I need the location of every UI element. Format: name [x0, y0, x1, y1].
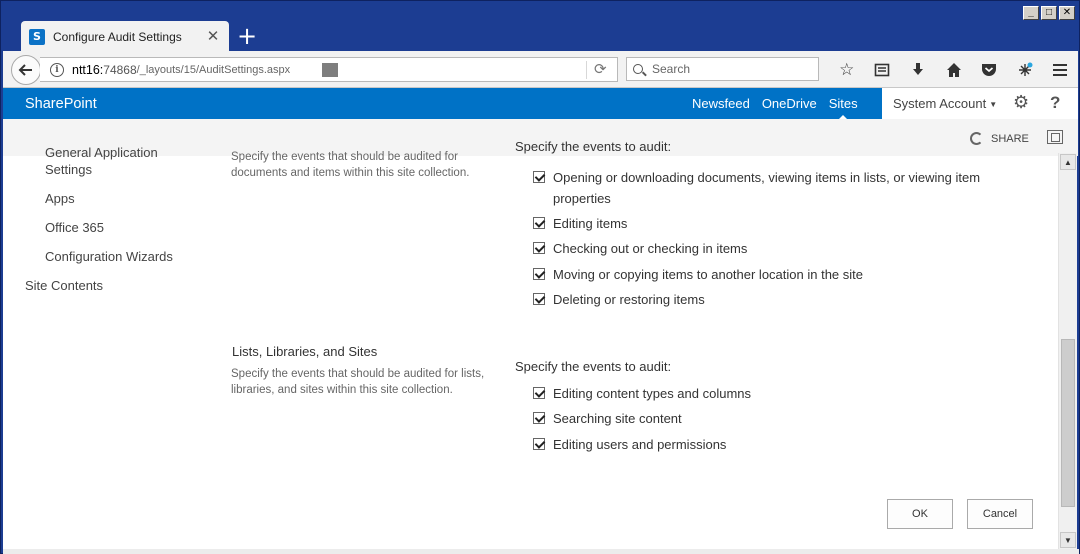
navigation-toolbar	[3, 51, 1078, 88]
scrollbar-thumb[interactable]	[1061, 339, 1075, 507]
checkbox[interactable]	[533, 268, 545, 280]
event-label: Editing users and permissions	[553, 437, 727, 452]
back-button[interactable]	[11, 55, 41, 85]
event-editing-users-permissions[interactable]	[533, 434, 993, 455]
share-button[interactable]	[970, 132, 1029, 145]
focus-mode-icon[interactable]	[1047, 130, 1063, 144]
search-placeholder: Search	[652, 62, 691, 76]
help-icon[interactable]: ?	[1050, 93, 1061, 112]
search-input[interactable]	[626, 57, 819, 81]
event-label: Opening or downloading documents, viewing items in lists, or viewing item properties	[553, 170, 981, 206]
address-bar[interactable]	[40, 57, 618, 82]
event-label: Checking out or checking in items	[553, 241, 748, 256]
checkbox[interactable]	[533, 438, 545, 450]
gear-icon[interactable]: ⚙	[1013, 92, 1030, 113]
event-label: Searching site content	[553, 411, 682, 426]
new-tab-button[interactable]: +	[237, 22, 258, 50]
checkbox[interactable]	[533, 387, 545, 399]
checkbox[interactable]	[533, 242, 545, 254]
ok-button[interactable]: OK	[887, 499, 953, 529]
download-icon[interactable]	[900, 56, 936, 84]
search-icon	[633, 64, 643, 74]
sharepoint-brand[interactable]: SharePoint	[25, 96, 97, 112]
pocket-icon[interactable]	[971, 56, 1007, 84]
suite-link-sites[interactable]: Sites	[828, 96, 858, 111]
nav-item-office-365[interactable]: Office 365	[45, 220, 105, 235]
account-menu[interactable]: System Account	[893, 96, 987, 111]
cancel-button[interactable]: Cancel	[967, 499, 1033, 529]
event-opening-downloading[interactable]	[533, 167, 993, 209]
lists-events-label: Specify the events to audit:	[515, 359, 672, 374]
event-label: Editing content types and columns	[553, 386, 752, 401]
nav-item-configuration-wizards[interactable]: Configuration Wizards	[45, 249, 173, 264]
share-icon	[970, 132, 983, 145]
reading-list-icon[interactable]	[865, 56, 901, 84]
browser-tab[interactable]	[21, 21, 229, 52]
event-label: Moving or copying items to another location in the site	[553, 267, 864, 282]
window-close-button[interactable]: ✕	[1059, 6, 1075, 20]
event-deleting-restoring[interactable]	[533, 289, 993, 310]
tab-title: Configure Audit Settings	[53, 29, 182, 44]
nav-item-site-contents[interactable]: Site Contents	[25, 278, 104, 293]
checkbox[interactable]	[533, 217, 545, 229]
url-host: ntt16:	[72, 62, 104, 77]
reload-icon[interactable]: ⟳	[594, 61, 607, 78]
documents-group-description: Specify the events that should be audited for documents and items within this site collection.	[231, 151, 470, 179]
scroll-up-icon[interactable]: ▲	[1060, 154, 1076, 170]
account-area	[882, 88, 1078, 119]
chevron-down-icon[interactable]: ▼	[989, 99, 998, 109]
extension-icon[interactable]	[1007, 56, 1043, 84]
documents-events-label: Specify the events to audit:	[515, 139, 672, 154]
address-divider	[586, 61, 587, 79]
url-path: /_layouts/15/AuditSettings.aspx	[136, 63, 291, 76]
checkbox[interactable]	[533, 171, 545, 183]
nav-item-general-application-settings-line2[interactable]: Settings	[45, 162, 92, 177]
vertical-scrollbar[interactable]	[1058, 153, 1077, 549]
bookmark-star-icon[interactable]: ☆	[839, 60, 855, 80]
event-label: Deleting or restoring items	[553, 292, 705, 307]
window-maximize-button[interactable]: □	[1041, 6, 1057, 20]
event-checking-out[interactable]	[533, 238, 993, 259]
home-icon[interactable]	[936, 56, 972, 84]
suite-bar	[3, 88, 1078, 119]
event-editing-items[interactable]	[533, 213, 993, 234]
share-label: SHARE	[991, 132, 1029, 145]
menu-hamburger-icon[interactable]	[1043, 56, 1079, 84]
suite-link-onedrive[interactable]: OneDrive	[761, 96, 817, 111]
page-content	[3, 139, 1058, 552]
nav-item-apps[interactable]: Apps	[45, 191, 75, 206]
event-editing-content-types[interactable]	[533, 383, 993, 404]
window-bottom-edge	[3, 549, 1079, 554]
event-label: Editing items	[553, 216, 628, 231]
url-port: 74868	[103, 62, 137, 77]
toolbar-icons	[829, 56, 1078, 84]
window-minimize-button[interactable]: _	[1023, 6, 1039, 20]
close-tab-icon[interactable]: ✕	[206, 28, 220, 45]
window-controls	[1023, 6, 1075, 20]
sharepoint-favicon-icon: S	[29, 29, 45, 45]
event-searching-site-content[interactable]	[533, 408, 993, 429]
suite-links	[692, 88, 870, 119]
site-info-icon[interactable]: i	[50, 63, 64, 77]
back-arrow-icon	[18, 62, 34, 78]
event-moving-copying[interactable]	[533, 264, 993, 285]
checkbox[interactable]	[533, 293, 545, 305]
nav-item-general-application-settings[interactable]: General Application	[45, 145, 158, 160]
redacted-block	[322, 63, 338, 77]
suite-link-newsfeed[interactable]: Newsfeed	[692, 96, 750, 111]
checkbox[interactable]	[533, 412, 545, 424]
scroll-down-icon[interactable]: ▼	[1060, 532, 1076, 548]
lists-group-description: Specify the events that should be audited for lists, libraries, and sites within this site collection.	[231, 368, 485, 396]
lists-group-title: Lists, Libraries, and Sites	[232, 344, 378, 359]
